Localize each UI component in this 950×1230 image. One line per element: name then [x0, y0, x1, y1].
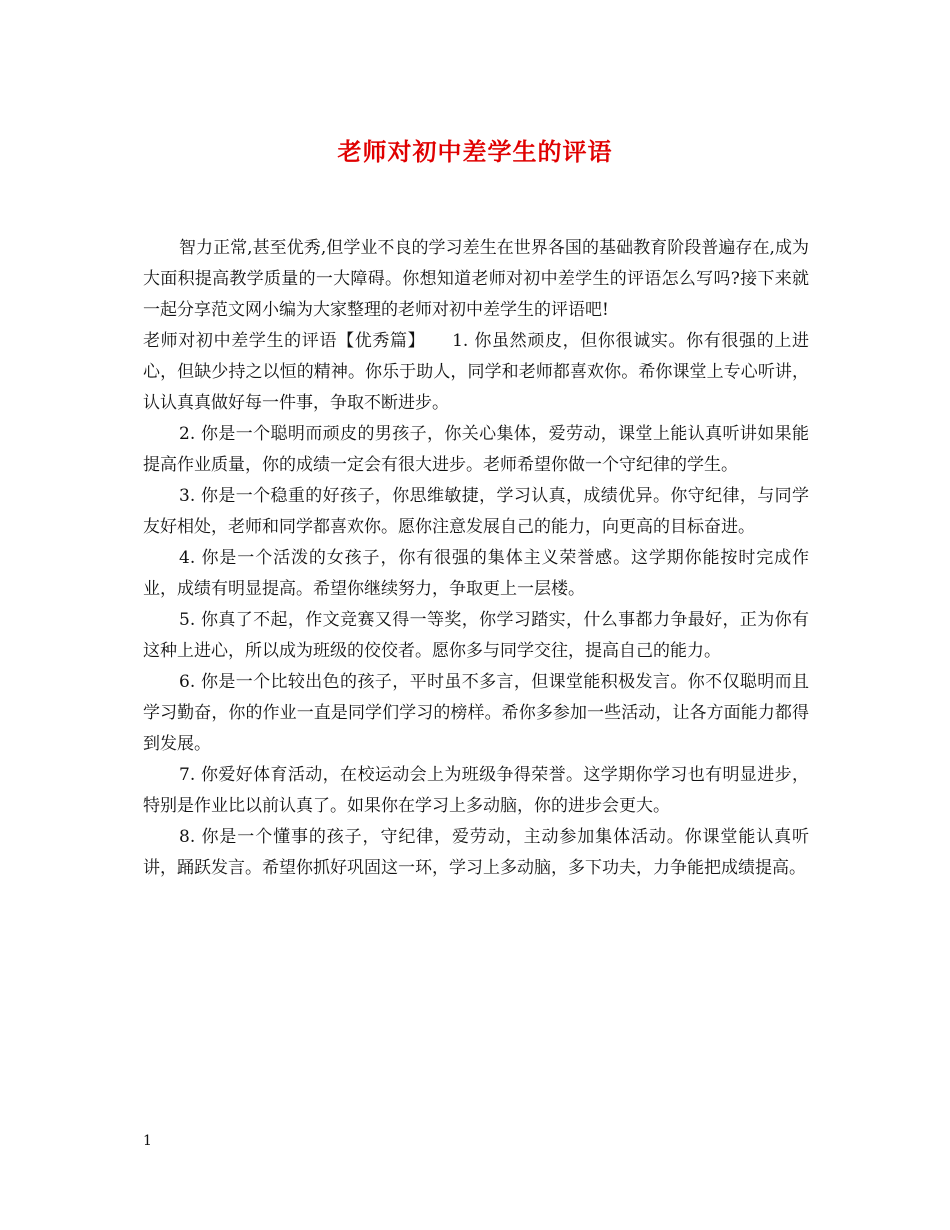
comment-item: 7. 你爱好体育活动，在校运动会上为班级争得荣誉。这学期你学习也有明显进步，特别是作业比以前认真了。如果你在学习上多动脑，你的进步会更大。	[143, 765, 809, 816]
comment-item: 8. 你是一个懂事的孩子，守纪律，爱劳动，主动参加集体活动。你课堂能认真听讲，踊跃发言。希望你抓好巩固这一环，学习上多动脑，多下功夫，力争能把成绩提高。	[143, 827, 809, 878]
page-number: 1	[143, 1133, 152, 1149]
comment-item: 4. 你是一个活泼的女孩子，你有很强的集体主义荣誉感。这学期你能按时完成作业，成绩有明显提高。希望你继续努力，争取更上一层楼。	[143, 548, 809, 599]
comment-item: 5. 你真了不起，作文竞赛又得一等奖，你学习踏实，什么事都力争最好，正为你有这种上进心，所以成为班级的佼佼者。愿你多与同学交往，提高自己的能力。	[143, 610, 809, 661]
intro-paragraph: 智力正常,甚至优秀,但学业不良的学习差生在世界各国的基础教育阶段普遍存在,成为大面积提高教学质量的一大障碍。你想知道老师对初中差学生的评语怎么写吗?接下来就一起分享范文网小编为大家整理的老师对初中差学生的评语吧!	[143, 238, 809, 320]
comment-item: 2. 你是一个聪明而顽皮的男孩子，你关心集体，爱劳动，课堂上能认真听讲如果能提高作业质量，你的成绩一定会有很大进步。老师希望你做一个守纪律的学生。	[143, 424, 809, 475]
comment-item: 6. 你是一个比较出色的孩子，平时虽不多言，但课堂能积极发言。你不仅聪明而且学习勤奋，你的作业一直是同学们学习的榜样。希你多参加一些活动，让各方面能力都得到发展。	[143, 672, 809, 754]
page-title: 老师对初中差学生的评语	[337, 137, 613, 166]
section-heading-paragraph: 老师对初中差学生的评语【优秀篇】 1. 你虽然顽皮，但你很诚实。你有很强的上进心，但缺少持之以恒的精神。你乐于助人，同学和老师都喜欢你。希你课堂上专心听讲，认认真真做好每一件事，争取不断进步。	[143, 331, 809, 413]
comment-item: 3. 你是一个稳重的好孩子，你思维敏捷，学习认真，成绩优异。你守纪律，与同学友好相处，老师和同学都喜欢你。愿你注意发展自己的能力，向更高的目标奋进。	[143, 486, 809, 537]
document-body	[143, 233, 809, 884]
